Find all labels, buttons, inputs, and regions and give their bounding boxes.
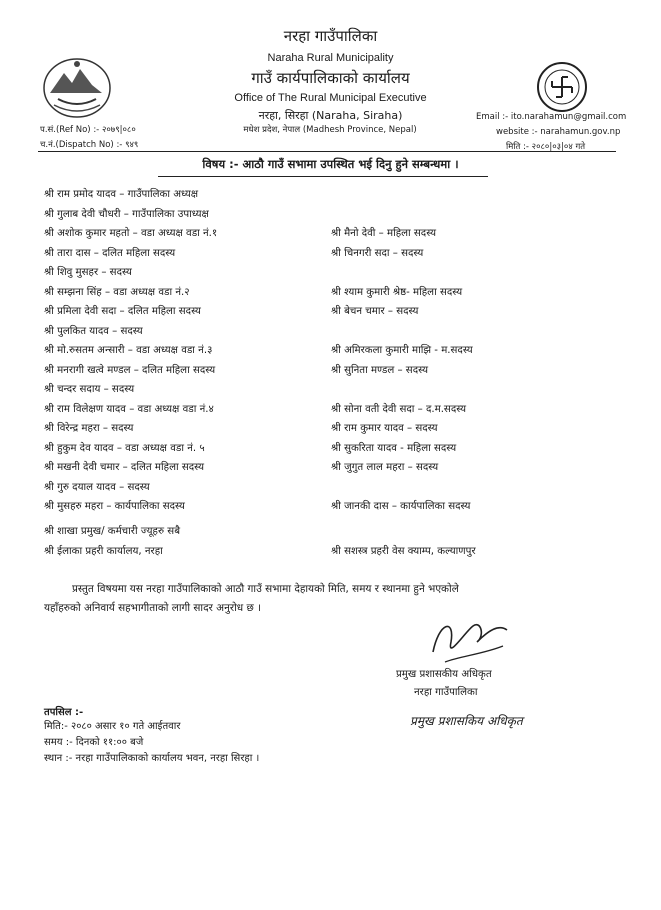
list-item: श्री मनरागी खत्वे मण्डल – दलित महिला सदस्य श्री सुनिता मण्डल – सदस्य <box>44 364 428 376</box>
ref-no: प.सं.(Ref No) :- २०७९|०८० <box>40 125 136 135</box>
list-item: श्री राम विलेक्षण यादव – वडा अध्यक्ष वडा नं.४ श्री सोना वती देवी सदा – द.म.सदस्य <box>44 403 467 415</box>
list-item: श्री तारा दास – दलित महिला सदस्य श्री चिनगरी सदा – सदस्य <box>44 247 424 259</box>
list-item: श्री मखनी देवी चमार – दलित महिला सदस्य श्री जुगुत लाल महरा – सदस्य <box>44 462 439 473</box>
signatory-org: नरहा गाउँपालिका <box>414 687 478 698</box>
subject-underline <box>158 176 488 177</box>
address-np: नरहा, सिरहा (Naraha, Siraha) <box>258 109 403 122</box>
office-name-en: Office of The Rural Municipal Executive <box>234 92 427 104</box>
list-item: श्री पुलकित यादव – सदस्य <box>44 325 143 337</box>
details-heading: तपसिल :- <box>44 707 84 718</box>
header-divider <box>38 151 616 152</box>
email[interactable]: Email :- ito.narahamun@gmail.com <box>476 112 627 122</box>
letter-date: मिति :- २०८०|०३|०४ गते <box>506 142 586 152</box>
office-name-np: गाउँ कार्यपालिकाको कार्यालय <box>251 69 410 87</box>
list-item: श्री मो.रुसतम अन्सारी – वडा अध्यक्ष वडा नं.३ श्री अमिरकला कुमारी माझि - म.सदस्य <box>44 345 473 356</box>
list-item: श्री गुरु दयाल यादव – सदस्य <box>44 481 150 493</box>
recipient-list <box>44 186 644 562</box>
province-line: मधेश प्रदेश, नेपाल (Madhesh Province, Nepal) <box>243 125 417 135</box>
municipality-name-np: नरहा गाउँपालिका <box>283 27 378 45</box>
list-item: श्री गुलाब देवी चौधरी – गाउँपालिका उपाध्यक्ष <box>44 208 209 220</box>
meeting-time: समय :- दिनको ११:०० बजे <box>44 737 144 748</box>
list-item: श्री शिवु मुसहर – सदस्य <box>44 267 132 278</box>
list-item: श्री राम प्रमोद यादव – गाउँपालिका अध्यक्ष <box>44 189 199 200</box>
list-item: श्री सम्झना सिंह – वडा अध्यक्ष वडा नं.२ श्री श्याम कुमारी श्रेष्ठ- महिला सदस्य <box>44 286 463 298</box>
subject-line: विषय :- आठौ गाउँ सभामा उपस्थित भई दिनु हुने सम्बन्धमा । <box>202 157 459 171</box>
list-item: श्री हुकुम देव यादव – वडा अध्यक्ष वडा नं. ५ श्री सुकरिता यादव - महिला सदस्य <box>44 442 457 454</box>
signature-mark <box>425 612 515 670</box>
meeting-date: मिति:- २०८० असार १० गते आईतवार <box>44 721 181 732</box>
website[interactable]: website :- narahamun.gov.np <box>496 127 621 137</box>
body-paragraph <box>44 580 624 618</box>
body-line-1: प्रस्तुत विषयमा यस नरहा गाउँपालिकाको आठौ गाउँ सभामा देहायको मिति, समय र स्थानमा हुने भएकोले <box>72 583 459 595</box>
municipality-name-en: Naraha Rural Municipality <box>267 52 394 64</box>
list-item: श्री विरेन्द्र महरा – सदस्य श्री राम कुमार यादव – सदस्य <box>44 423 438 434</box>
list-item: श्री मुसहरु महरा – कार्यपालिका सदस्य श्री जानकी दास – कार्यपालिका सदस्य <box>44 501 471 512</box>
meeting-place: स्थान :- नरहा गाउँपालिकाको कार्यालय भवन, नरहा सिरहा । <box>44 753 260 764</box>
list-item: श्री चन्दर सदाय – सदस्य <box>44 384 135 395</box>
list-item: श्री शाखा प्रमुख/ कर्मचारी ज्यूहरु सबै <box>44 526 181 537</box>
list-item: श्री अशोक कुमार महतो – वडा अध्यक्ष वडा नं.१ श्री मैनो देवी – महिला सदस्य <box>44 228 437 239</box>
list-item: श्री ईलाका प्रहरी कार्यालय, नरहा श्री सशस्त्र प्रहरी वेस क्याम्प, कल्याणपुर <box>44 545 476 557</box>
body-line-2: यहाँहरुको अनिवार्य सहभागीताको लागी सादर अनुरोध छ । <box>44 602 262 614</box>
dispatch-no: च.नं.(Dispatch No) :- ९४९ <box>40 140 139 150</box>
signatory-title: प्रमुख प्रशासकीय अधिकृत <box>396 669 492 680</box>
list-item: श्री प्रमिला देवी सदा – दलित महिला सदस्य श्री बेचन चमार – सदस्य <box>44 306 419 317</box>
signatory-stamp: प्रमुख प्रशासकिय अधिकृत <box>410 714 523 728</box>
